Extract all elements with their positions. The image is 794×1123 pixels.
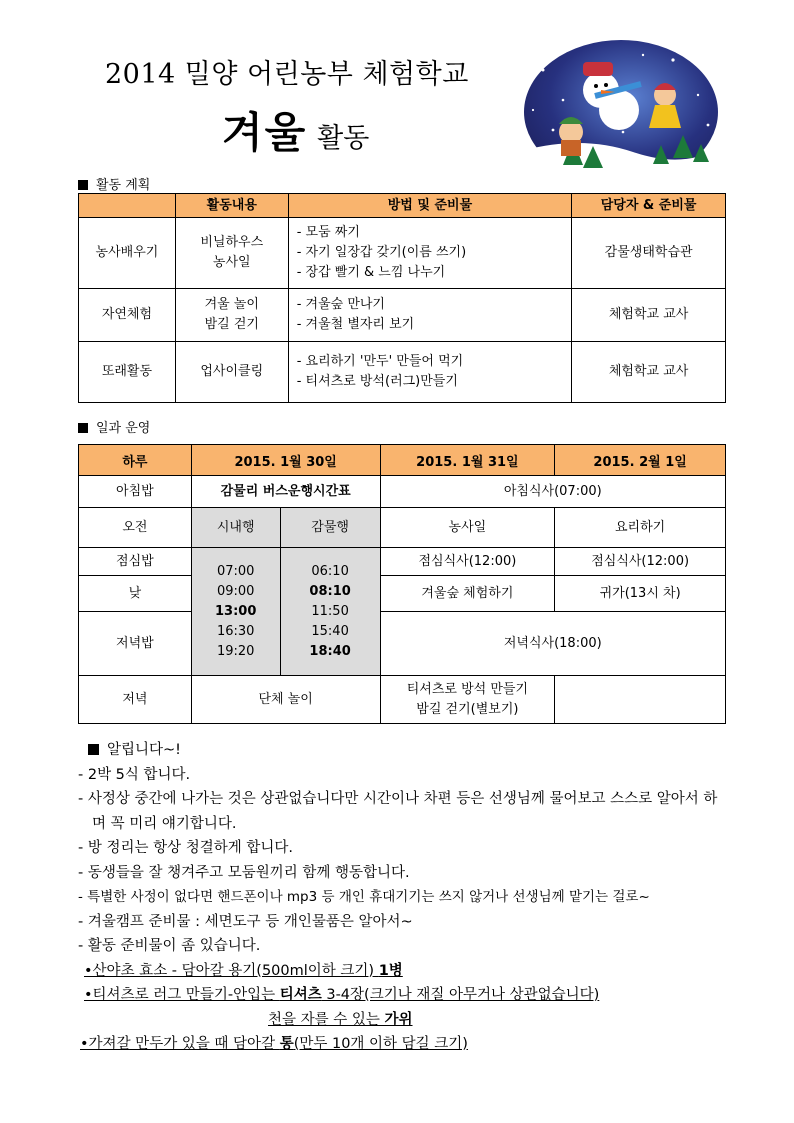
plan-row-methods — [288, 218, 572, 289]
title-main: 2014 밀양 어린농부 체험학교 — [105, 59, 469, 90]
schedule-table — [78, 444, 726, 724]
plan-table — [78, 193, 726, 403]
plan-row-activity — [175, 289, 288, 342]
breakfast-cell: 아침식사(07:00) — [380, 476, 725, 508]
plan-row — [79, 218, 726, 289]
notices-heading — [78, 738, 728, 763]
bus-time: 15:40 — [311, 623, 349, 639]
schedule-header-row — [79, 445, 726, 476]
morning-day2: 농사일 — [380, 508, 555, 548]
notices-heading-text: 알립니다~! — [107, 742, 181, 758]
supply-item-bold: 통 — [279, 1036, 294, 1052]
plan-row-methods — [288, 342, 572, 403]
title-season — [222, 100, 369, 160]
evening-line: 티셔츠로 방석 만들기 — [406, 681, 529, 697]
afternoon-day2: 겨울숲 체험하기 — [380, 576, 555, 612]
method-line: - 자기 일장갑 갖기(이름 쓰기) — [296, 245, 467, 260]
schedule-header-date3: 2015. 2월 1일 — [555, 445, 726, 476]
title-season-word: 겨울 — [222, 108, 308, 157]
bus-time: 06:10 — [311, 563, 349, 579]
notice-line: - 활동 준비물이 좀 있습니다. — [78, 938, 261, 954]
plan-section-heading — [78, 174, 150, 193]
bus-time: 19:20 — [216, 643, 255, 659]
notice-line: 며 꼭 미리 얘기합니다. — [92, 815, 237, 832]
bus-time: 09:00 — [216, 583, 255, 599]
notice-line: - 겨울캠프 준비물 : 세면도구 등 개인물품은 알아서~ — [78, 913, 413, 930]
activity-line: 비닐하우스 — [200, 235, 264, 250]
plan-row-activity: 업사이클링 — [175, 342, 288, 403]
square-bullet-icon — [78, 423, 88, 433]
schedule-row-lunch — [79, 548, 726, 576]
method-line: - 겨울철 별자리 보기 — [296, 317, 415, 332]
plan-heading-text: 활동 계획 — [96, 178, 151, 193]
plan-row-label: 자연체험 — [79, 289, 176, 342]
supply-item-text: (만두 10개 이하 담길 크기) — [293, 1036, 468, 1052]
title-season-suffix: 활동 — [317, 123, 370, 154]
evening-day3 — [555, 676, 726, 724]
evening-day1: 단체 놀이 — [191, 676, 380, 724]
plan-row-owner: 체험학교 교사 — [572, 342, 726, 403]
plan-header-row — [79, 194, 726, 218]
schedule-header-date1: 2015. 1월 30일 — [191, 445, 380, 476]
notices — [78, 738, 728, 1057]
bus-inbound-times — [191, 548, 280, 676]
schedule-heading-text: 일과 운영 — [96, 421, 151, 436]
activity-line: 농사일 — [212, 255, 251, 270]
schedule-header-day: 하루 — [79, 445, 192, 476]
supply-item-text: •산야초 효소 - 담아갈 용기(500ml이하 크기) — [84, 962, 379, 979]
supply-item-text: 천을 자를 수 있는 — [268, 1011, 385, 1028]
row-label: 저녁 — [79, 676, 192, 724]
plan-row-label: 농사배우기 — [79, 218, 176, 289]
method-line: - 모둠 짜기 — [296, 225, 360, 240]
notice-line: - 사정상 중간에 나가는 것은 상관없습니다만 시간이나 차편 등은 선생님께 물어보고 스스로 알아서 하 — [78, 791, 718, 807]
schedule-row-breakfast — [79, 476, 726, 508]
supply-item — [78, 959, 728, 984]
lunch-day2: 점심식사(12:00) — [380, 548, 555, 576]
bus-time: 08:10 — [309, 583, 351, 599]
bus-time: 16:30 — [216, 623, 255, 639]
method-line: - 장갑 빨기 & 느낌 나누기 — [296, 265, 446, 280]
plan-row-methods — [288, 289, 572, 342]
bus-inbound-label: 시내행 — [191, 508, 280, 548]
supply-item-bold: 티셔츠 — [279, 987, 322, 1003]
plan-row — [79, 289, 726, 342]
afternoon-day3: 귀가(13시 차) — [555, 576, 726, 612]
notice-line: - 특별한 사정이 없다면 핸드폰이나 mp3 등 개인 휴대기기는 쓰지 않거나 선생님께 맡기는 걸로~ — [78, 889, 650, 905]
method-line: - 겨울숲 만나기 — [296, 297, 385, 312]
activity-line: 밤길 걷기 — [204, 317, 259, 332]
bus-outbound-label: 감물행 — [280, 508, 380, 548]
dinner-cell: 저녁식사(18:00) — [380, 612, 725, 676]
schedule-row-morning — [79, 508, 726, 548]
square-bullet-icon — [88, 744, 99, 755]
supply-item-continued — [78, 1008, 728, 1033]
bus-time: 11:50 — [311, 603, 349, 619]
plan-header-activity: 활동내용 — [175, 194, 288, 218]
schedule-section-heading — [78, 417, 150, 436]
evening-day2 — [380, 676, 555, 724]
plan-header-blank — [79, 194, 176, 218]
bus-time: 07:00 — [216, 563, 255, 579]
plan-header-methods: 방법 및 준비물 — [288, 194, 572, 218]
morning-day3: 요리하기 — [555, 508, 726, 548]
bus-timetable-title: 감물리 버스운행시간표 — [191, 476, 380, 508]
row-label: 아침밥 — [79, 476, 192, 508]
supply-item-text: •티셔츠로 러그 만들기-안입는 — [84, 987, 280, 1003]
supply-item-bold: 1병 — [378, 962, 403, 979]
row-label: 저녁밥 — [79, 612, 192, 676]
schedule-row-afternoon — [79, 576, 726, 612]
schedule-header-date2: 2015. 1월 31일 — [380, 445, 555, 476]
supply-item-text: •가져갈 만두가 있을 때 담아갈 — [80, 1036, 280, 1052]
supply-item — [78, 1032, 728, 1057]
square-bullet-icon — [78, 180, 88, 190]
row-label: 오전 — [79, 508, 192, 548]
plan-row-activity — [175, 218, 288, 289]
evening-line: 밤길 걷기(별보기) — [416, 701, 519, 717]
bus-time: 18:40 — [309, 643, 351, 659]
supply-item-text: 3-4장(크기나 재질 아무거나 상관없습니다) — [321, 987, 600, 1003]
plan-header-owner: 담당자 & 준비물 — [572, 194, 726, 218]
plan-row-owner: 감물생태학습관 — [572, 218, 726, 289]
plan-row — [79, 342, 726, 403]
lunch-day3: 점심식사(12:00) — [555, 548, 726, 576]
notice-line: - 동생들을 잘 챙겨주고 모둠원끼리 함께 행동합니다. — [78, 864, 410, 881]
schedule-row-evening — [79, 676, 726, 724]
row-label: 낮 — [79, 576, 192, 612]
method-line: - 요리하기 '만두' 만들어 먹기 — [296, 354, 464, 369]
supply-item-bold: 가위 — [384, 1011, 413, 1028]
bus-outbound-times — [280, 548, 380, 676]
plan-row-label: 또래활동 — [79, 342, 176, 403]
activity-line: 겨울 놀이 — [204, 297, 259, 312]
schedule-row-dinner — [79, 612, 726, 676]
plan-row-owner: 체험학교 교사 — [572, 289, 726, 342]
row-label: 점심밥 — [79, 548, 192, 576]
supply-item — [78, 983, 728, 1008]
method-line: - 티셔츠로 방석(러그)만들기 — [296, 374, 458, 389]
notice-line: - 2박 5식 합니다. — [78, 766, 191, 783]
bus-time: 13:00 — [215, 603, 257, 619]
winter-snowman-kids-illustration — [523, 40, 719, 185]
notice-line: - 방 정리는 항상 청결하게 합니다. — [78, 840, 293, 856]
